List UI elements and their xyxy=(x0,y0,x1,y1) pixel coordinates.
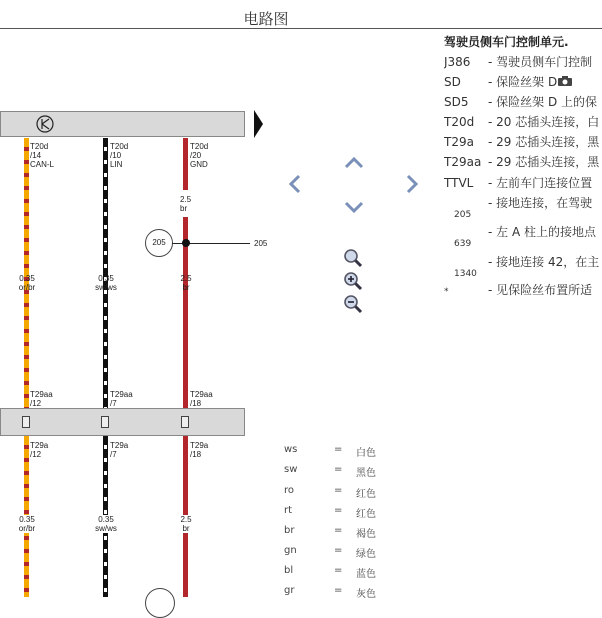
wire-lin xyxy=(103,138,108,408)
connector-label: T20d /14 CAN-L xyxy=(30,142,55,169)
legend-row: TTVL - 左前车门连接位置 xyxy=(444,176,593,190)
legend-row: * - 见保险丝布置所适 xyxy=(444,283,593,297)
legend-title: 驾驶员侧车门控制单元. xyxy=(444,35,569,49)
wire-gauge-label: 2.5 br xyxy=(180,195,192,213)
wire-gnd-upper xyxy=(183,138,188,190)
wire-gauge-label: 0.35 or/br xyxy=(18,274,36,292)
connector-label: T29a /12 xyxy=(30,441,49,459)
chevron-right-icon[interactable] xyxy=(401,173,423,195)
legend-row: SD - 保险丝架 D xyxy=(444,73,573,90)
legend-row: 639- 左 A 柱上的接地点 xyxy=(454,225,596,249)
legend-row: J386 - 驾驶员侧车门控制 xyxy=(444,55,593,69)
zoom-out-icon[interactable] xyxy=(342,293,364,315)
ground-node-partial xyxy=(145,588,175,618)
wire-gauge-label: 0.35 sw/ws xyxy=(91,515,121,533)
component-legend xyxy=(444,33,602,333)
connector-pin-icon xyxy=(22,416,30,428)
wire-can-l xyxy=(24,138,29,408)
chevron-down-icon[interactable] xyxy=(343,196,365,218)
connector-label: T29a /7 xyxy=(110,441,129,459)
legend-row: 1340- 接地连接 42，在主 xyxy=(454,255,600,279)
wire-gauge-label: 0.35 or/br xyxy=(12,515,42,533)
title-divider xyxy=(0,28,602,29)
wire-gauge-label: 2.5 br xyxy=(171,515,201,533)
ground-ref-label[interactable]: 205 xyxy=(254,239,268,248)
camera-icon[interactable] xyxy=(557,75,573,87)
legend-row: T29aa - 29 芯插头连接，黑 xyxy=(444,155,600,169)
door-connector-bar xyxy=(0,408,245,436)
transistor-icon xyxy=(35,114,55,134)
connector-label: T29aa /12 xyxy=(30,390,53,408)
chevron-up-icon[interactable] xyxy=(343,152,365,174)
legend-row: SD5 - 保险丝架 D 上的保 xyxy=(444,95,598,109)
legend-row: 205- 接地连接，在驾驶 xyxy=(454,196,593,220)
ground-node-205[interactable]: 205 xyxy=(145,229,173,257)
connector-label: T29aa /7 xyxy=(110,390,133,408)
zoom-in-icon[interactable] xyxy=(342,270,364,292)
connector-pin-icon xyxy=(101,416,109,428)
junction-dot xyxy=(182,239,190,247)
connector-label: T29aa /18 xyxy=(190,390,213,408)
wire-gauge-label: 0.35 sw/ws xyxy=(95,274,117,292)
legend-row: T29a - 29 芯插头连接，黑 xyxy=(444,135,600,149)
legend-row: T20d - 20 芯插头连接，白 xyxy=(444,115,600,129)
wire-gauge-label: 2.5 br xyxy=(180,274,192,292)
bar-continue-arrow-icon xyxy=(252,108,264,140)
page-title: 电路图 xyxy=(243,10,289,28)
connector-label: T20d /10 LIN xyxy=(110,142,129,169)
magnifier-icon[interactable] xyxy=(342,247,364,269)
connector-pin-icon xyxy=(181,416,189,428)
chevron-left-icon[interactable] xyxy=(284,173,306,195)
connector-label: T20d /20 GND xyxy=(190,142,209,169)
connector-label: T29a /18 xyxy=(190,441,209,459)
